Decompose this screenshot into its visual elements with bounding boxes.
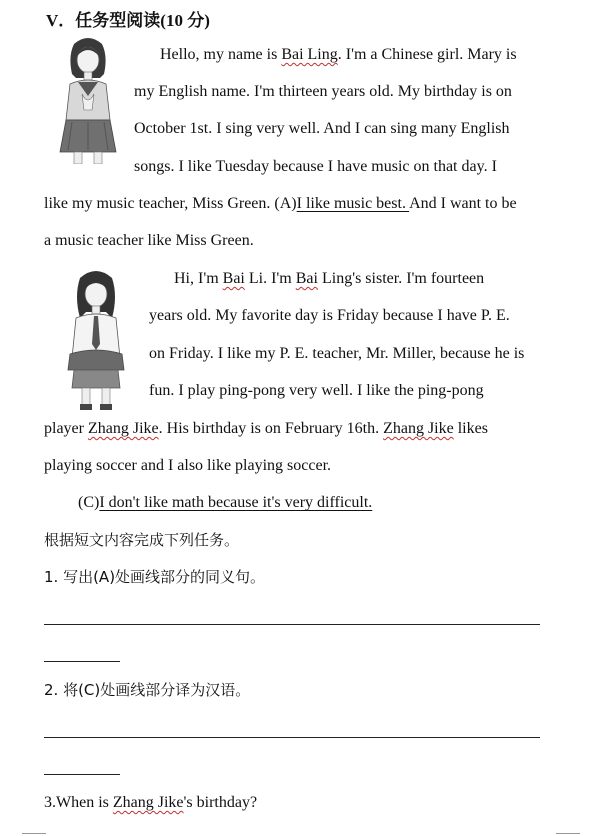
passage1-line-4: songs. I like Tuesday because I have music on that day. I bbox=[134, 158, 497, 175]
passage2-line-1: Hi, I'm Bai Li. I'm Bai Ling's sister. I'm fourteen bbox=[174, 270, 485, 287]
name-zhang-jike-1: Zhang Jike bbox=[87, 420, 159, 437]
passage1-line-2: my English name. I'm thirteen years old. My birthday is on bbox=[134, 83, 512, 100]
footer-rule-left bbox=[22, 833, 46, 834]
passage1-line-6: a music teacher like Miss Green. bbox=[44, 232, 254, 249]
answer-line-1b[interactable] bbox=[44, 661, 120, 662]
passage2-line-7: (C)I don't like math because it's very difficult. bbox=[78, 494, 373, 511]
underlined-sentence-a: I like music best. bbox=[296, 195, 410, 212]
answer-line-2b[interactable] bbox=[44, 774, 120, 775]
answer-line-1a[interactable] bbox=[44, 624, 540, 625]
task-instructions: 根据短文内容完成下列任务。 bbox=[44, 531, 240, 549]
question-1: 1. 写出(A)处画线部分的同义句。 bbox=[44, 568, 266, 586]
name-bai-1: Bai bbox=[222, 270, 245, 287]
question-3: 3.When is Zhang Jike's birthday? bbox=[44, 794, 258, 811]
underlined-sentence-c: I don't like math because it's very difficult. bbox=[99, 494, 373, 511]
girl-illustration-2 bbox=[60, 266, 132, 412]
name-zhang-jike-2: Zhang Jike bbox=[383, 420, 454, 437]
name-bai-ling: Bai Ling bbox=[281, 46, 338, 63]
question-2: 2. 将(C)处画线部分译为汉语。 bbox=[44, 681, 251, 699]
passage2-line-5: player Zhang Jike. His birthday is on February 16th. Zhang Jike likes bbox=[44, 420, 488, 437]
answer-line-2a[interactable] bbox=[44, 737, 540, 738]
passage2-line-2: years old. My favorite day is Friday because I have P. E. bbox=[149, 307, 510, 324]
passage1-line-1: Hello, my name is Bai Ling. I'm a Chinese girl. Mary is bbox=[160, 46, 517, 63]
section-title: V．任务型阅读(10 分) bbox=[46, 11, 210, 30]
passage2-line-3: on Friday. I like my P. E. teacher, Mr. Miller, because he is bbox=[149, 345, 525, 362]
footer-rule-right bbox=[556, 833, 580, 834]
name-zhang-jike-3: Zhang Jike bbox=[112, 794, 184, 811]
passage2-line-4: fun. I play ping-pong very well. I like the ping-pong bbox=[149, 382, 484, 399]
name-bai-2: Bai bbox=[295, 270, 318, 287]
girl-illustration-1 bbox=[52, 34, 124, 164]
passage1-line-5: like my music teacher, Miss Green. (A)I like music best. And I want to be bbox=[44, 195, 517, 212]
passage2-line-6: playing soccer and I also like playing soccer. bbox=[44, 457, 332, 474]
passage1-line-3: October 1st. I sing very well. And I can sing many English bbox=[134, 120, 510, 137]
